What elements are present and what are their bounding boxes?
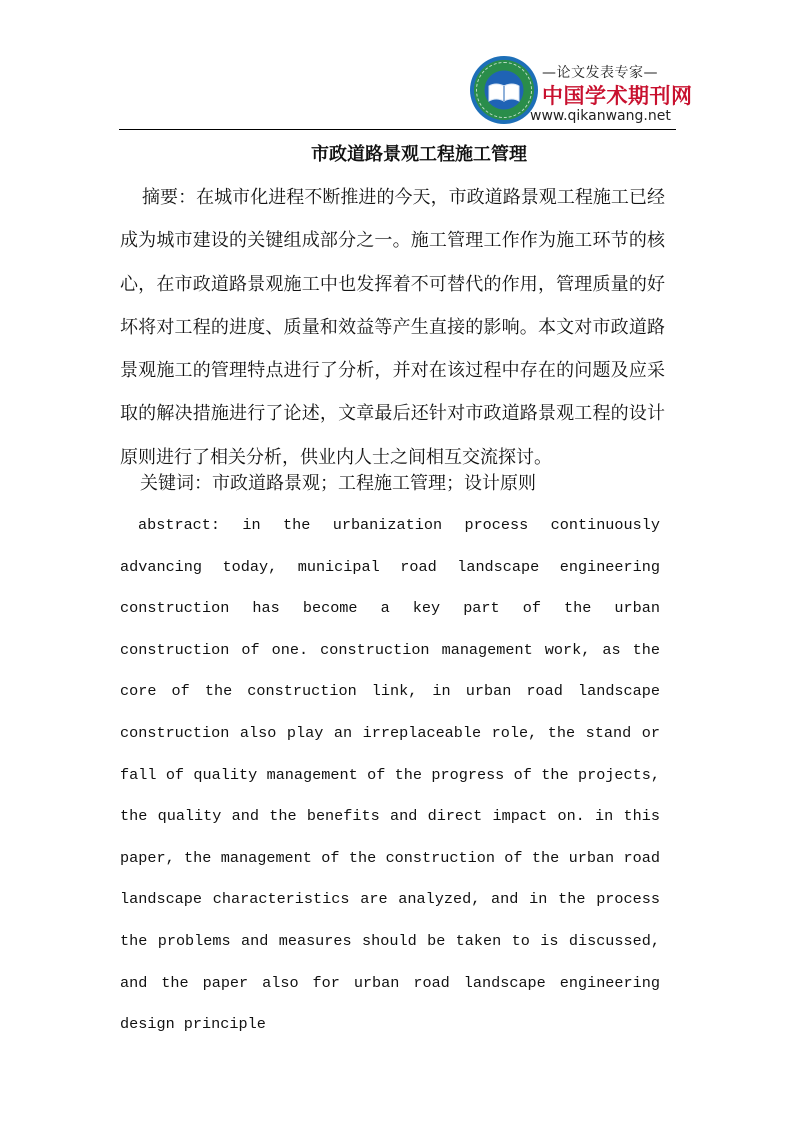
publisher-slogan: —论文发表专家— — [542, 65, 658, 81]
publisher-brand-name: 中国学术期刊网 — [542, 84, 693, 108]
publisher-url: www.qikanwang.net — [530, 108, 671, 124]
english-abstract: abstract: in the urbanization process continuously advancing today, municipal road landscape engineering construction has become a key part of the urban construction of one. construction management work, as the core of the construction link, in urban road landscape construction also play an irreplaceable role, the stand or fall of quality management of the progress of the projects, the quality and the benefits and direct impact on. in this paper, the management of the construction of the urban road landscape characteristics are analyzed, and in the process the problems and measures should be taken to is discussed, and the paper also for urban road landscape engineering design principle — [120, 516, 660, 1034]
document-title: 市政道路景观工程施工管理 — [311, 144, 527, 165]
publisher-header — [470, 56, 693, 130]
book-globe-logo-icon — [470, 56, 538, 124]
chinese-abstract: 摘要：在城市化进程不断推进的今天，市政道路景观工程施工已经成为城市建设的关键组成部分之一。施工管理工作作为施工环节的核心，在市政道路景观施工中也发挥着不可替代的作用，管理质量的好坏将对工程的进度、质量和效益等产生直接的影响。本文对市政道路景观施工的管理特点进行了分析，并对在该过程中存在的问题及应采取的解决措施进行了论述，文章最后还针对市政道路景观工程的设计原则进行了相关分析，供业内人士之间相互交流探讨。 — [120, 187, 665, 468]
header-divider — [119, 129, 676, 130]
chinese-keywords: 关键词：市政道路景观；工程施工管理；设计原则 — [140, 473, 536, 494]
